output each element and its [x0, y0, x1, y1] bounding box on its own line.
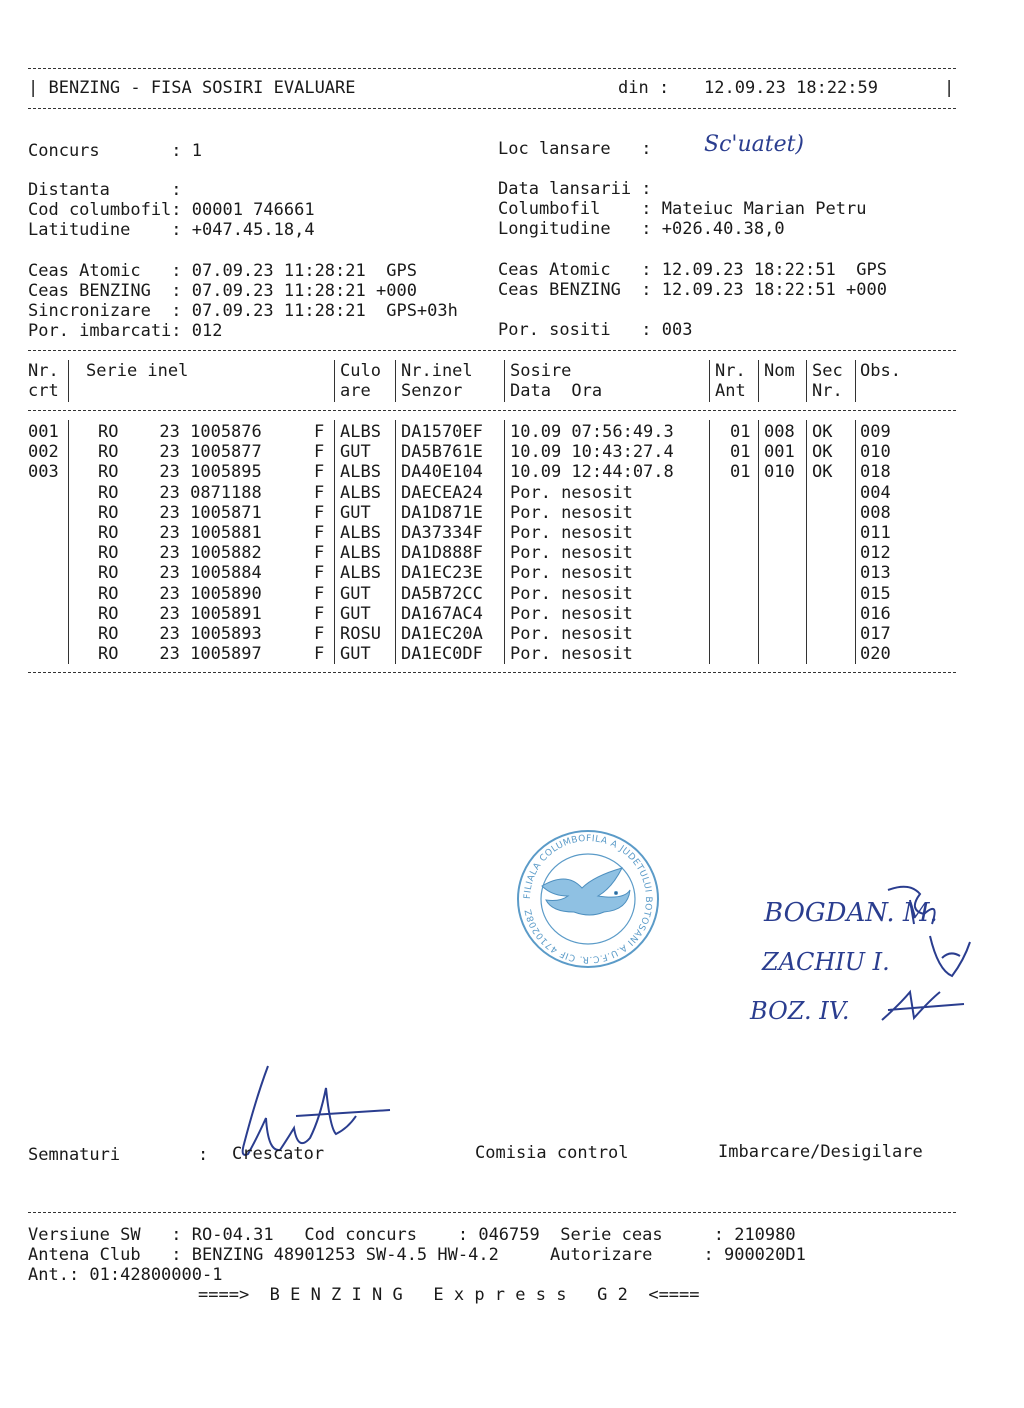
ceas-atomic-end: Ceas Atomic : 12.09.23 18:22:51 GPS	[498, 260, 887, 280]
col-sep-7b	[806, 420, 807, 664]
ceas-benzing-start: Ceas BENZING : 07.09.23 11:28:21 +000	[28, 281, 417, 301]
footer-line-1: Versiune SW : RO-04.31 Cod concurs : 046759 Serie ceas : 210980	[28, 1225, 796, 1245]
row-sec: OK	[812, 422, 833, 442]
row-obs: 010	[860, 442, 891, 463]
ceas-benzing-end: Ceas BENZING : 12.09.23 18:22:51 +000	[498, 280, 887, 300]
row-color: GUT	[340, 603, 371, 624]
row-arrival: Por. nesosit	[510, 624, 633, 644]
row-sensor: DA1EC23E	[401, 563, 483, 584]
col-sep-2b	[334, 420, 335, 664]
footer-line-2: Antena Club : BENZING 48901253 SW-4.5 HW-4.2 Autorizare : 900020D1	[28, 1245, 806, 1265]
row-sex: F	[314, 603, 325, 624]
row-color: ALBS	[340, 523, 381, 543]
row-sensor: DA1D871E	[401, 502, 483, 523]
footer-brand-line: ====> B E N Z I N G E x p r e s s G 2 <====	[198, 1285, 700, 1305]
row-sex: F	[314, 482, 325, 503]
row-ring: RO 23 1005891	[98, 603, 262, 624]
loc-lansare-field: Loc lansare :	[498, 139, 652, 159]
row-arrival: Por. nesosit	[510, 603, 633, 624]
col-sep-5	[709, 360, 710, 402]
col-sep-3	[395, 360, 396, 402]
row-ring: RO 23 1005893	[98, 624, 262, 644]
longitudine-field: Longitudine : +026.40.38,0	[498, 219, 785, 239]
row-color: GUT	[340, 583, 371, 604]
row-arrival: Por. nesosit	[510, 523, 633, 543]
th-ant: Ant	[715, 381, 746, 401]
row-obs: 016	[860, 603, 891, 624]
row-sex: F	[314, 543, 325, 564]
pigeon-icon	[542, 868, 630, 915]
col-sep-7	[806, 360, 807, 402]
col-sep-6b	[758, 420, 759, 664]
row-obs: 009	[860, 422, 891, 442]
row-ant: 01	[730, 442, 751, 463]
row-ant: 01	[730, 422, 751, 442]
th-serie-inel: Serie inel	[86, 361, 189, 381]
ceas-atomic-start: Ceas Atomic : 07.09.23 11:28:21 GPS	[28, 261, 417, 281]
table-top-rule	[28, 350, 956, 351]
commission-name-2: ZACHIU I.	[762, 948, 890, 976]
row-crt: 001	[28, 422, 59, 442]
row-color: ALBS	[340, 462, 381, 483]
col-sep-3b	[395, 420, 396, 664]
row-ring: RO 23 1005890	[98, 583, 262, 604]
concurs-field: Concurs : 1	[28, 141, 202, 161]
th-sec: Sec	[812, 361, 843, 381]
cod-columbofil-field: Cod columbofil: 00001 746661	[28, 200, 315, 220]
row-arrival: 10.09 07:56:49.3	[510, 422, 674, 442]
col-sep-4b	[504, 420, 505, 664]
row-obs: 020	[860, 644, 891, 665]
row-ring: RO 23 1005871	[98, 502, 262, 523]
row-nom: 001	[764, 442, 795, 463]
row-sensor: DA1570EF	[401, 422, 483, 442]
th-nr: Nr.	[28, 361, 59, 381]
row-ring: RO 23 1005895	[98, 462, 262, 483]
th-nr-ant: Nr.	[715, 361, 746, 381]
header-top-rule	[28, 68, 956, 69]
row-sensor: DA37334F	[401, 523, 483, 543]
row-ring: RO 23 1005884	[98, 563, 262, 584]
row-ring: RO 23 1005897	[98, 644, 262, 665]
row-ring: RO 23 1005882	[98, 543, 262, 564]
row-ant: 01	[730, 462, 751, 483]
row-sex: F	[314, 563, 325, 584]
din-label: din :	[618, 78, 670, 98]
row-sex: F	[314, 442, 325, 463]
th-nom: Nom	[764, 361, 795, 381]
row-color: GUT	[340, 442, 371, 463]
footer-top-rule	[28, 1212, 956, 1213]
th-nr-inel: Nr.inel	[401, 361, 473, 381]
th-are: are	[340, 381, 371, 401]
row-obs: 013	[860, 563, 891, 584]
signatures-colon: :	[198, 1145, 209, 1165]
row-sex: F	[314, 502, 325, 523]
row-sec: OK	[812, 442, 833, 463]
row-sensor: DA5B72CC	[401, 583, 483, 604]
club-stamp	[512, 826, 664, 972]
row-sex: F	[314, 644, 325, 665]
row-sex: F	[314, 583, 325, 604]
row-arrival: Por. nesosit	[510, 482, 633, 503]
row-obs: 008	[860, 502, 891, 523]
por-imbarcati-field: Por. imbarcati: 012	[28, 321, 223, 341]
row-color: ROSU	[340, 624, 381, 644]
row-color: ALBS	[340, 422, 381, 442]
th-senzor: Senzor	[401, 381, 463, 401]
th-sosire: Sosire	[510, 361, 572, 381]
row-ring: RO 23 0871188	[98, 482, 262, 503]
row-arrival: 10.09 12:44:07.8	[510, 462, 674, 483]
stamp-text: FILIALA COLUMBOFILA A JUDETULUI BOTOSANI A.U.F.C.R. CIF 4710208Z	[522, 833, 654, 965]
row-obs: 018	[860, 462, 891, 483]
row-ring: RO 23 1005881	[98, 523, 262, 543]
row-arrival: Por. nesosit	[510, 644, 633, 665]
row-arrival: 10.09 10:43:27.4	[510, 442, 674, 463]
row-obs: 004	[860, 482, 891, 503]
row-nom: 010	[764, 462, 795, 483]
latitudine-field: Latitudine : +047.45.18,4	[28, 220, 315, 240]
row-crt: 002	[28, 442, 59, 463]
col-sep-1b	[68, 420, 69, 664]
commission-name-3: BOZ. IV.	[750, 997, 850, 1025]
th-crt: crt	[28, 381, 59, 401]
data-lansarii-field: Data lansarii :	[498, 179, 652, 199]
row-nom: 008	[764, 422, 795, 442]
row-sex: F	[314, 523, 325, 543]
comisia-control-label: Comisia control	[475, 1143, 629, 1163]
th-data-ora: Data Ora	[510, 381, 603, 401]
th-culoare: Culo	[340, 361, 381, 381]
table-bottom-rule	[28, 672, 956, 673]
row-sensor: DA1EC0DF	[401, 644, 483, 665]
col-sep-8b	[855, 420, 856, 664]
loc-lansare-handwritten: Sc'uatet)	[704, 132, 805, 157]
row-sensor: DA5B761E	[401, 442, 483, 463]
por-sositi-field: Por. sositi : 003	[498, 320, 693, 340]
row-ring: RO 23 1005876	[98, 422, 262, 442]
col-sep-6	[758, 360, 759, 402]
row-arrival: Por. nesosit	[510, 502, 633, 523]
row-color: GUT	[340, 502, 371, 523]
crescator-label: Crescator	[232, 1144, 325, 1164]
th-sec-nr: Nr.	[812, 381, 843, 401]
row-color: ALBS	[340, 563, 381, 584]
document-title: | BENZING - FISA SOSIRI EVALUARE	[28, 78, 356, 98]
row-obs: 011	[860, 523, 891, 543]
row-color: GUT	[340, 644, 371, 665]
row-sex: F	[314, 462, 325, 483]
col-sep-1	[68, 360, 69, 402]
imbarcare-label: Imbarcare/Desigilare	[718, 1142, 923, 1162]
th-obs: Obs.	[860, 361, 901, 381]
col-sep-8	[855, 360, 856, 402]
table-header-rule	[28, 410, 956, 411]
print-datetime: 12.09.23 18:22:59	[704, 78, 878, 98]
row-obs: 015	[860, 583, 891, 604]
row-sex: F	[314, 624, 325, 644]
signatures-label: Semnaturi	[28, 1145, 121, 1165]
row-sec: OK	[812, 462, 833, 483]
columbofil-field: Columbofil : Mateiuc Marian Petru	[498, 199, 867, 219]
header-end-bar: |	[944, 78, 955, 98]
row-color: ALBS	[340, 482, 381, 503]
row-sensor: DAECEA24	[401, 482, 483, 503]
row-sensor: DA1D888F	[401, 543, 483, 564]
row-ring: RO 23 1005877	[98, 442, 262, 463]
row-sensor: DA167AC4	[401, 603, 483, 624]
col-sep-2	[334, 360, 335, 402]
row-sensor: DA40E104	[401, 462, 483, 483]
row-sensor: DA1EC20A	[401, 624, 483, 644]
row-obs: 012	[860, 543, 891, 564]
col-sep-5b	[709, 420, 710, 664]
col-sep-4	[504, 360, 505, 402]
row-arrival: Por. nesosit	[510, 543, 633, 564]
sincronizare-field: Sincronizare : 07.09.23 11:28:21 GPS+03h	[28, 301, 458, 321]
footer-line-3: Ant.: 01:42800000-1	[28, 1265, 223, 1285]
row-sex: F	[314, 422, 325, 442]
row-color: ALBS	[340, 543, 381, 564]
commission-name-1: BOGDAN. M.	[764, 898, 938, 928]
row-obs: 017	[860, 624, 891, 644]
commission-signatures	[880, 880, 980, 1030]
distanta-field: Distanta :	[28, 180, 182, 200]
header-bottom-rule	[28, 108, 956, 109]
row-arrival: Por. nesosit	[510, 583, 633, 604]
row-crt: 003	[28, 462, 59, 483]
row-arrival: Por. nesosit	[510, 563, 633, 584]
